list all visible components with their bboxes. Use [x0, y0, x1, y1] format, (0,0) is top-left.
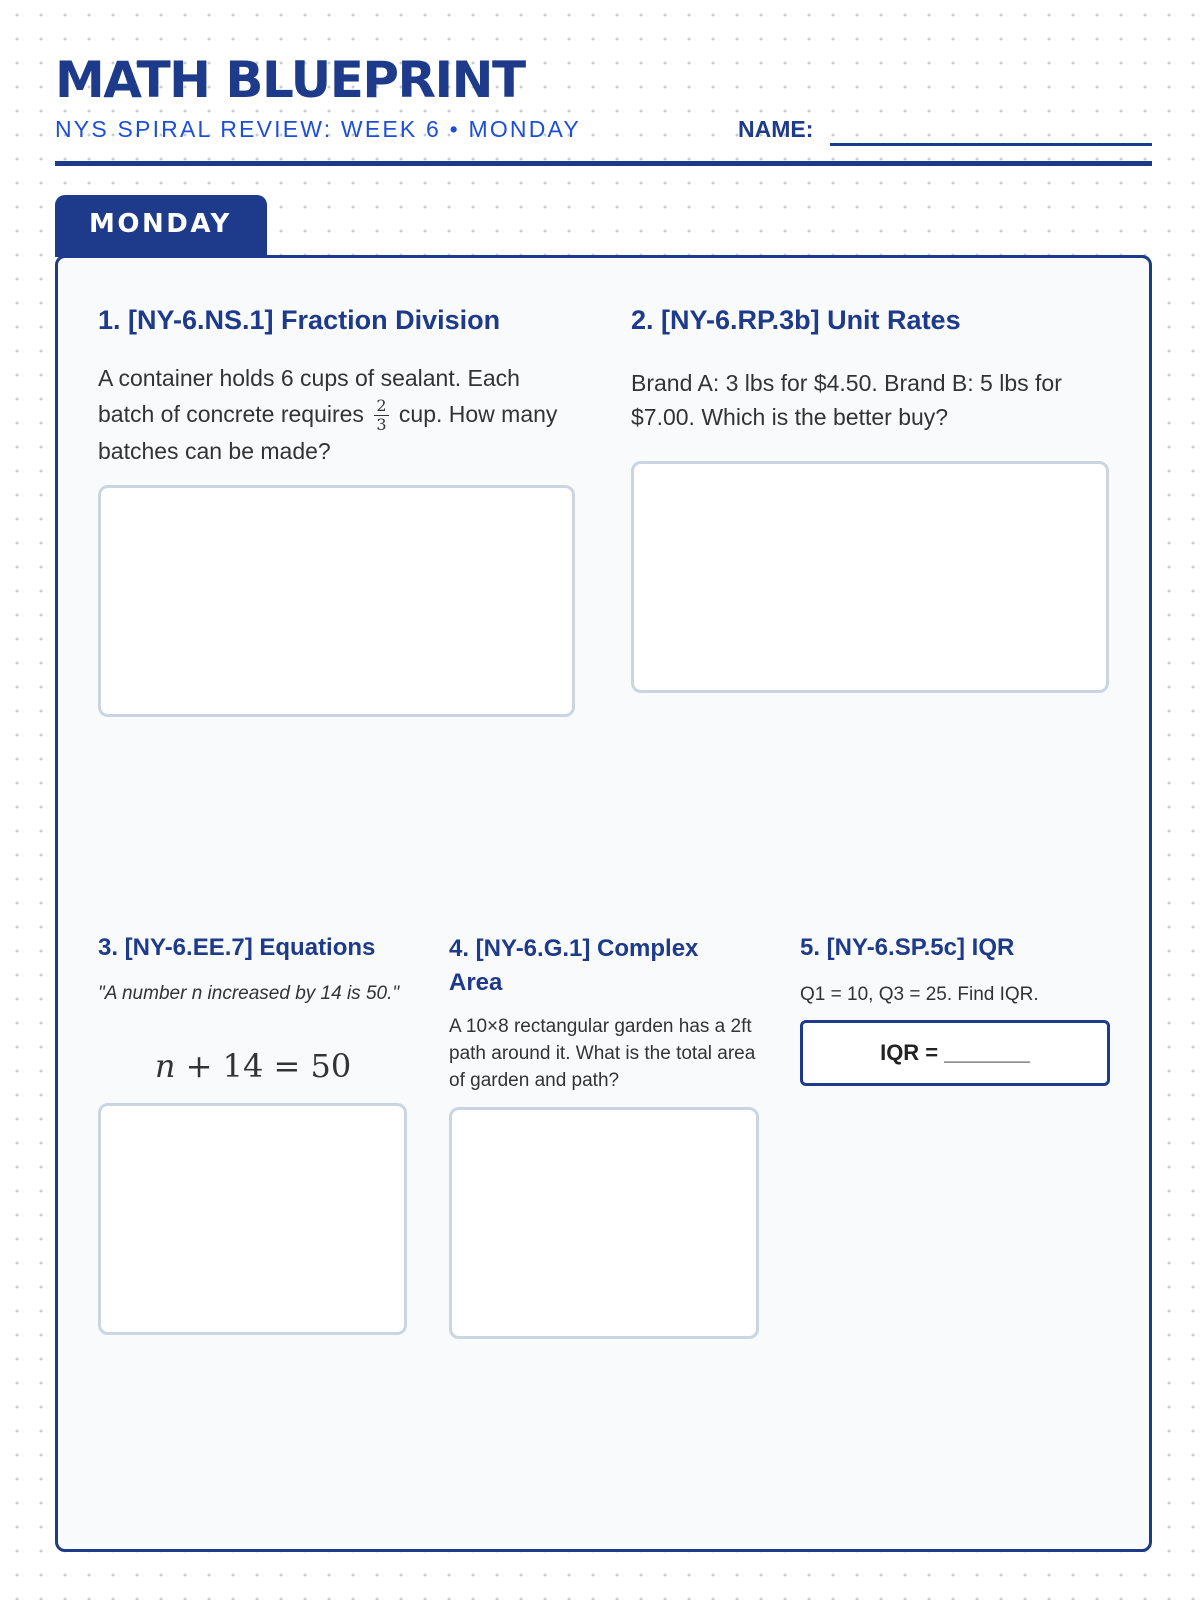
problem-1-text-after: cup. How many batches can be made? — [98, 401, 558, 465]
problem-5-title: 5. [NY-6.SP.5c] IQR — [800, 934, 1015, 961]
fraction-denominator: 3 — [376, 415, 387, 435]
problem-1-text-before: A container holds 6 cups of sealant. Each batch of concrete requires — [98, 365, 520, 427]
problem-3-title: 3. [NY-6.EE.7] Equations — [98, 934, 376, 961]
problem-2-title: 2. [NY-6.RP.3b] Unit Rates — [631, 305, 961, 335]
problem-4-title: 4. [NY-6.G.1] Complex Area — [449, 935, 699, 996]
equation-rest: + 14 = 50 — [185, 1047, 352, 1085]
name-input-line[interactable] — [830, 143, 1152, 146]
problem-2-work-box[interactable] — [631, 461, 1109, 693]
problem-5-text: Q1 = 10, Q3 = 25. Find IQR. — [800, 984, 1039, 1005]
problem-4-text: A 10×8 rectangular garden has a 2ft path around it. What is the total area of garden and path? — [449, 1016, 756, 1091]
problem-3-quote: "A number n increased by 14 is 50." — [98, 983, 400, 1004]
iqr-answer-box[interactable] — [800, 1020, 1110, 1086]
fraction-two-thirds — [374, 398, 388, 433]
problem-3-equation — [98, 1047, 408, 1085]
name-label: NAME: — [738, 116, 814, 142]
problem-2-text: Brand A: 3 lbs for $4.50. Brand B: 5 lbs for $7.00. Which is the better buy? — [631, 370, 1062, 430]
problem-1-text — [98, 360, 578, 469]
worksheet-title: MATH BLUEPRINT — [55, 51, 525, 109]
problem-3-work-box[interactable] — [98, 1103, 407, 1335]
problem-1-title: 1. [NY-6.NS.1] Fraction Division — [98, 305, 501, 335]
problem-4-work-box[interactable] — [449, 1107, 759, 1339]
day-tab: MONDAY — [55, 195, 267, 257]
worksheet-subtitle: NYS SPIRAL REVIEW: WEEK 6 • MONDAY — [55, 116, 581, 142]
iqr-answer-prompt: IQR = _______ — [880, 1040, 1030, 1065]
header-divider — [55, 161, 1152, 166]
problem-1-work-box[interactable] — [98, 485, 575, 717]
equation-variable: n — [154, 1047, 176, 1085]
fraction-numerator: 2 — [376, 396, 387, 416]
